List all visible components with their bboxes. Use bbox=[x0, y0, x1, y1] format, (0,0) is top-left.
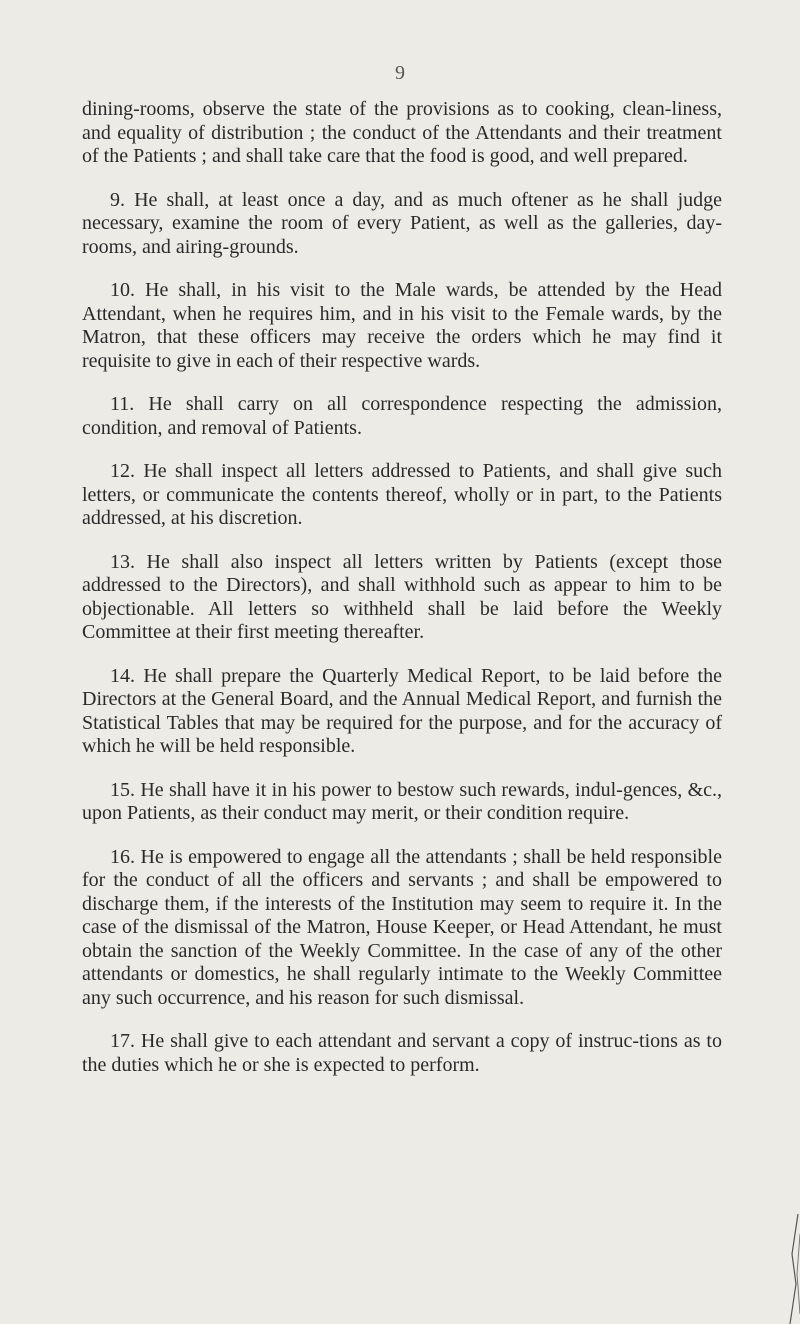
paragraph-11: 11. He shall carry on all correspondence respecting the admission, condition, and removal of Patients. bbox=[82, 393, 722, 439]
document-body bbox=[82, 98, 722, 1097]
paragraph-10: 10. He shall, in his visit to the Male wards, be attended by the Head Attendant, when he requires him, and in his visit to the Female wards, by the Matron, that these officers may receive the orders which he may find it requisite to give in each of their respective wards. bbox=[82, 279, 722, 372]
page-number: 9 bbox=[395, 62, 405, 84]
paragraph-continuation: dining-rooms, observe the state of the provisions as to cooking, clean-liness, and equality of distribution ; the conduct of the Attendants and their treatment of the Patients ; and shall take care that the food is good, and well prepared. bbox=[82, 98, 722, 167]
page-edge-mark bbox=[770, 1214, 800, 1324]
paragraph-15: 15. He shall have it in his power to bestow such rewards, indul-gences, &c., upon Patients, as their conduct may merit, or their condition require. bbox=[82, 778, 722, 824]
paragraph-16: 16. He is empowered to engage all the attendants ; shall be held responsible for the conduct of all the officers and servants ; and shall be empowered to discharge them, if the interests of the Institution may seem to require it. In the case of the dismissal of the Matron, House Keeper, or Head Attendant, he must obtain the sanction of the Weekly Committee. In the case of any of the other attendants or domestics, he shall regularly intimate to the Weekly Committee any such occurrence, and his reason for such dismissal. bbox=[82, 845, 722, 1009]
paragraph-12: 12. He shall inspect all letters addressed to Patients, and shall give such letters, or communicate the contents thereof, wholly or in part, to the Patients addressed, at his discretion. bbox=[82, 460, 722, 529]
paragraph-13: 13. He shall also inspect all letters written by Patients (except those addressed to the Directors), and shall withhold such as appear to him to be objectionable. All letters so withheld shall be laid before the Weekly Committee at their first meeting thereafter. bbox=[82, 550, 722, 643]
paragraph-17: 17. He shall give to each attendant and servant a copy of instruc-tions as to the duties which he or she is expected to perform. bbox=[82, 1030, 722, 1076]
paragraph-9: 9. He shall, at least once a day, and as much oftener as he shall judge necessary, examine the room of every Patient, as well as the galleries, day-rooms, and airing-grounds. bbox=[82, 188, 722, 258]
paragraph-14: 14. He shall prepare the Quarterly Medical Report, to be laid before the Directors at the General Board, and the Annual Medical Report, and furnish the Statistical Tables that may be required for the purpose, and for the accuracy of which he will be held responsible. bbox=[82, 664, 722, 757]
